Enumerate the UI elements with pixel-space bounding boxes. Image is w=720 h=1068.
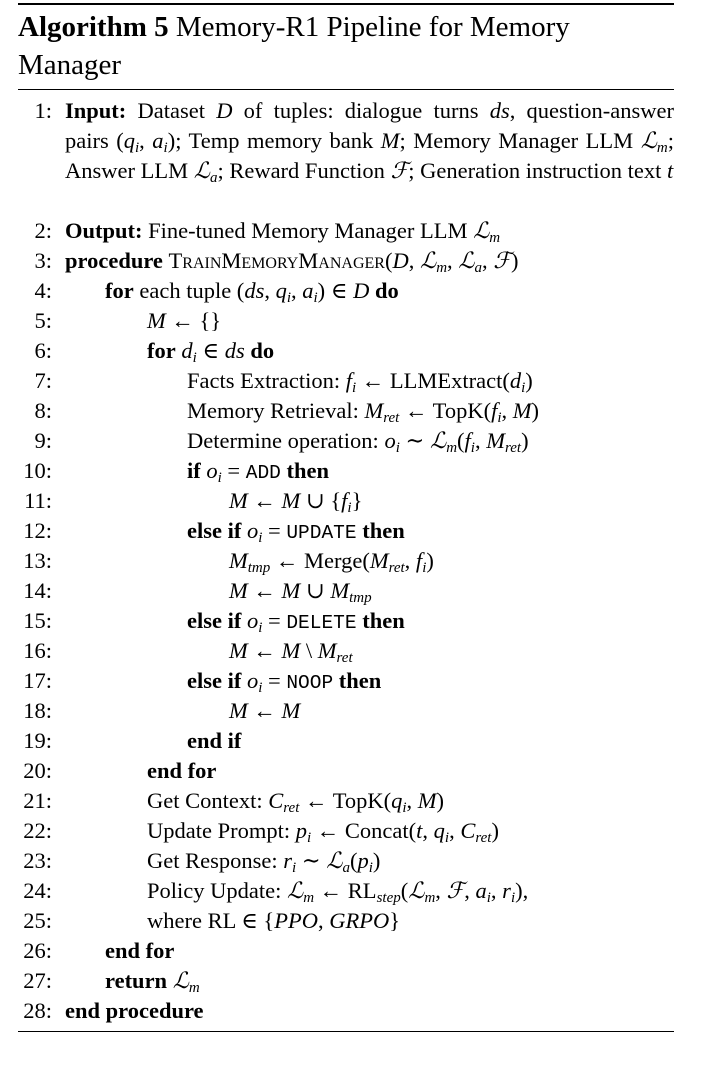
algorithm-line — [18, 666, 674, 696]
algorithm-line — [18, 906, 674, 936]
line-text: M ← M ∪ $M_{tmp}$ — [229, 578, 372, 606]
algorithm-line — [18, 426, 674, 456]
line-text: Get Response: $r_i$ ∼ $ℒ_a(p_i)$ — [147, 848, 381, 876]
line-number: 24: — [23, 878, 52, 903]
algorithm-line — [18, 786, 674, 816]
algorithm-line — [18, 816, 674, 846]
algorithm-line — [18, 966, 674, 996]
algorithm-line — [18, 456, 674, 486]
algorithm-line — [18, 246, 674, 276]
line-number: 21: — [23, 788, 52, 813]
algorithm-line — [18, 636, 674, 666]
line-text: if $o_i$ = ADD then — [187, 458, 329, 486]
line-text: end if — [187, 728, 242, 753]
line-text: Memory Retrieval: $M_{ret}$ ← $TopK(f_i$, M) — [187, 398, 540, 426]
line-text: else if $o_i$ = NOOP then — [187, 668, 382, 696]
line-number: 10: — [23, 458, 52, 483]
line-number: 3: — [34, 248, 52, 273]
algorithm-caption — [18, 8, 674, 84]
line-text: for $d_i$ ∈ ds do — [147, 338, 275, 366]
algorithm-line — [18, 336, 674, 366]
line-text: $M_{tmp}$ ← $Merge(M_{ret}$, $f_i$) — [229, 548, 434, 576]
line-text: Get Context: $C_{ret}$ ← $TopK(q_i$, M) — [147, 788, 445, 816]
algorithm-line — [18, 996, 674, 1026]
line-number: 26: — [23, 938, 52, 963]
line-number: 16: — [23, 638, 52, 663]
line-number: 8: — [34, 398, 52, 423]
line-text: M ← {} — [147, 308, 222, 333]
caption-label: Algorithm 5 — [18, 11, 169, 43]
algorithm-line — [18, 486, 674, 516]
line-text: where RL ∈ {PPO, GRPO} — [147, 908, 401, 933]
line-number: 23: — [23, 848, 52, 873]
line-number: 25: — [23, 908, 52, 933]
algorithm-line — [18, 516, 674, 546]
algorithm-body — [18, 96, 674, 1026]
line-number: 17: — [23, 668, 52, 693]
line-number: 4: — [34, 278, 52, 303]
algorithm-line — [18, 726, 674, 756]
line-text: Update Prompt: $p_i$ ← Concat(t, $q_i$, $C_{ret}$) — [147, 818, 499, 846]
line-text: Output: Fine-tuned Memory Manager LLM ℒ$_m$ — [65, 218, 501, 246]
line-number: 15: — [23, 608, 52, 633]
top-rule — [18, 3, 674, 5]
line-text: else if $o_i$ = UPDATE then — [187, 518, 405, 546]
line-number: 11: — [24, 488, 52, 513]
algorithm-line — [18, 546, 674, 576]
algorithm-line — [18, 576, 674, 606]
line-number: 14: — [23, 578, 52, 603]
algorithm-line — [18, 876, 674, 906]
line-text: Facts Extraction: $f_i$ ← $LLMExtract(d_i)$ — [187, 368, 533, 396]
line-number: 19: — [23, 728, 52, 753]
algorithm-line — [18, 96, 674, 216]
line-number: 1: — [34, 98, 52, 123]
algorithm-line — [18, 696, 674, 726]
line-text: for each tuple (ds, $q_i$, $a_i$) ∈ D do — [105, 278, 399, 306]
line-number: 6: — [34, 338, 52, 363]
algorithm-line — [18, 306, 674, 336]
algorithm-line — [18, 936, 674, 966]
line-text: else if $o_i$ = DELETE then — [187, 608, 405, 636]
algorithm-line — [18, 756, 674, 786]
line-text: M ← M — [229, 698, 301, 723]
line-number: 2: — [34, 218, 52, 243]
line-number: 13: — [23, 548, 52, 573]
algorithm-line — [18, 606, 674, 636]
line-text: end for — [105, 938, 175, 963]
line-number: 12: — [23, 518, 52, 543]
line-text: Policy Update: ℒ$_m$ ← $RL_{step}(ℒ_m$, ℱ, $a_i$, $r_i$), — [147, 878, 529, 906]
line-number: 22: — [23, 818, 52, 843]
line-number: 20: — [23, 758, 52, 783]
line-number: 7: — [34, 368, 52, 393]
line-text: end procedure — [65, 998, 204, 1023]
line-text: M ← M \ $M_{ret}$ — [229, 638, 353, 666]
line-text: return ℒ$_m$ — [105, 968, 200, 996]
algorithm-line — [18, 396, 674, 426]
algorithm-line — [18, 846, 674, 876]
line-number: 18: — [23, 698, 52, 723]
algorithm-line — [18, 276, 674, 306]
line-number: 27: — [23, 968, 52, 993]
line-text: M ← M ∪ $\{f_i\}$ — [229, 488, 363, 516]
line-text: procedure TrainMemoryManager(D, ℒ$_m$, ℒ$_a$, ℱ) — [65, 248, 519, 276]
line-text: Input: Dataset D of tuples: dialogue turns ds, question-answer pairs ($q_i$, $a_i$); Temp memory bank M; Memory Manager LLM ℒ$_m$; Answer LLM ℒ$_a$; Reward Function ℱ; Generation instruction text t — [65, 98, 675, 186]
line-number: 5: — [34, 308, 52, 333]
line-number: 9: — [34, 428, 52, 453]
line-text: end for — [147, 758, 217, 783]
caption-rule — [18, 89, 674, 90]
algorithm-line — [18, 366, 674, 396]
caption-title: Memory-R1 Pipeline for Memory Manager — [18, 11, 570, 81]
algorithm-line — [18, 216, 674, 246]
line-text: Determine operation: $o_i$ ∼ $ℒ_m(f_i$, $M_{ret}$) — [187, 428, 529, 456]
line-number: 28: — [23, 998, 52, 1023]
bottom-rule — [18, 1031, 674, 1032]
